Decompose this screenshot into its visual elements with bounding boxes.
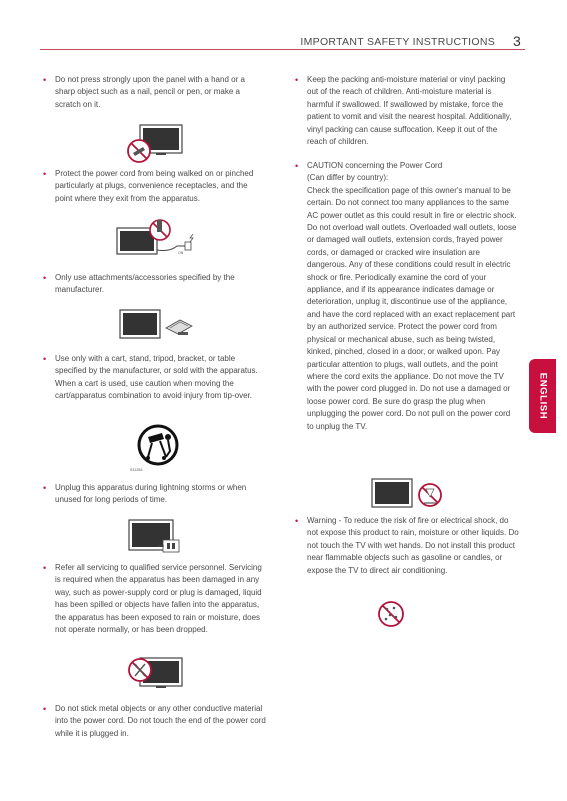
instruction-text: Do not stick metal objects or any other conductive material into the power cord. Do not touch the end of the power cord while it is plugged in.	[55, 704, 266, 738]
accessories-illustration	[118, 306, 198, 344]
instruction-text: Unplug this apparatus during lightning storms or when unused for long periods of time.	[55, 483, 247, 505]
list-item	[43, 168, 265, 205]
list-item	[43, 353, 267, 403]
page-number: 3	[513, 33, 521, 49]
list-item	[295, 160, 519, 433]
bullet-dot: •	[43, 75, 47, 85]
cart-tip-over-warning-illustration	[130, 423, 186, 475]
no-liquids-illustration	[370, 477, 452, 513]
cart-caption: S3125A	[130, 468, 143, 472]
warning-body: - To reduce the risk of fire or electrical shock, do not expose this product to rain, moisture or other liquids. Do not touch the TV with wet hands. Do not install this product near flammable objects such as gasoline or candles, or expose the TV to direct air conditioning.	[307, 516, 519, 575]
bullet-dot: •	[43, 483, 47, 493]
instruction-text: Use only with a cart, stand, tripod, bracket, or table specified by the manufacturer, or sold with the apparatus. When a cart is used, use caution when moving the cart/apparatus combination to avoid injury from tip-over.	[55, 354, 258, 401]
list-item	[43, 272, 265, 297]
unplug-illustration	[127, 518, 187, 556]
no-press-panel-illustration	[126, 123, 188, 165]
running-header: IMPORTANT SAFETY INSTRUCTIONS	[300, 36, 495, 48]
list-item	[43, 703, 267, 740]
language-tab	[529, 359, 556, 433]
instruction-text: Refer all servicing to qualified service personnel. Servicing is required when the apparatus has been damaged in any way, such as power-supply cord or plug is damaged, liquid has been spilled or objects have fallen into the apparatus, the apparatus has been exposed to rain or moisture, does not operate normally, or has been dropped.	[55, 563, 262, 635]
power-cord-subheading: (Can differ by country):	[307, 173, 389, 183]
instruction-text: Keep the packing anti-moisture material or vinyl packing out of the reach of children. Anti-moisture material is harmful if swallowed. If swallowed by mistake, force the patient to vomit and visit the nearest hospital. Additionally, vinyl packing can cause suffocation. Keep it out of the reach of children.	[307, 75, 512, 147]
power-cord-illustration	[115, 216, 205, 258]
list-item	[43, 74, 265, 111]
servicing-illustration	[126, 654, 188, 696]
bullet-dot: •	[295, 516, 299, 526]
language-tab-label: ENGLISH	[537, 372, 548, 420]
list-item	[295, 74, 517, 148]
list-item	[295, 515, 519, 577]
bullet-dot: •	[43, 563, 47, 573]
instruction-text: Do not press strongly upon the panel with a hand or a sharp object such as a nail, pencil or pen, or make a scratch on it.	[55, 75, 245, 109]
bullet-dot: •	[43, 273, 47, 283]
bullet-dot: •	[43, 704, 47, 714]
bullet-dot: •	[43, 169, 47, 179]
bullet-dot: •	[295, 75, 299, 85]
instruction-text: Only use attachments/accessories specified by the manufacturer.	[55, 273, 235, 295]
list-item	[43, 482, 265, 507]
header-rule	[40, 49, 525, 50]
bullet-dot: •	[43, 354, 47, 364]
instruction-text: Check the specification page of this owner's manual to be certain. Do not connect too many appliances to the same AC power outlet as this could result in fire or electric shock. Do not overload wall outlets. Overloaded wall outlets, loose or damaged wall outlets, extension cords, frayed power cords, or damaged or cracked wire insulation are dangerous. Any of these conditions could result in electric shock or fire. Periodically examine the cord of your appliance, and if its appearance indicates damage or deterioration, unplug it, discontinue use of the appliance, and have the cord replaced with an exact replacement part by an authorized service. Protect the power cord from physical or mechanical abuse, such as being twisted, kinked, pinched, closed in a door, or walked upon. Pay particular attention to plugs, wall outlets, and the point where the cord exits the appliance. Do not move the TV with the power cord plugged in. Do not use a damaged or loose power cord. Be sure do grasp the plug when unplugging the power cord. Do not pull on the power cord to unplug the TV.	[307, 185, 517, 431]
bullet-dot: •	[295, 161, 299, 171]
svg-text:ON: ON	[178, 251, 184, 255]
warning-label: Warning	[307, 516, 337, 525]
no-water-warning-icon	[376, 599, 406, 629]
instruction-text: Protect the power cord from being walked on or pinched particularly at plugs, convenience receptacles, and the point where they exit from the apparatus.	[55, 169, 254, 203]
warning-text	[307, 515, 519, 577]
power-cord-heading: CAUTION concerning the Power Cord	[307, 161, 443, 170]
list-item	[43, 562, 267, 636]
